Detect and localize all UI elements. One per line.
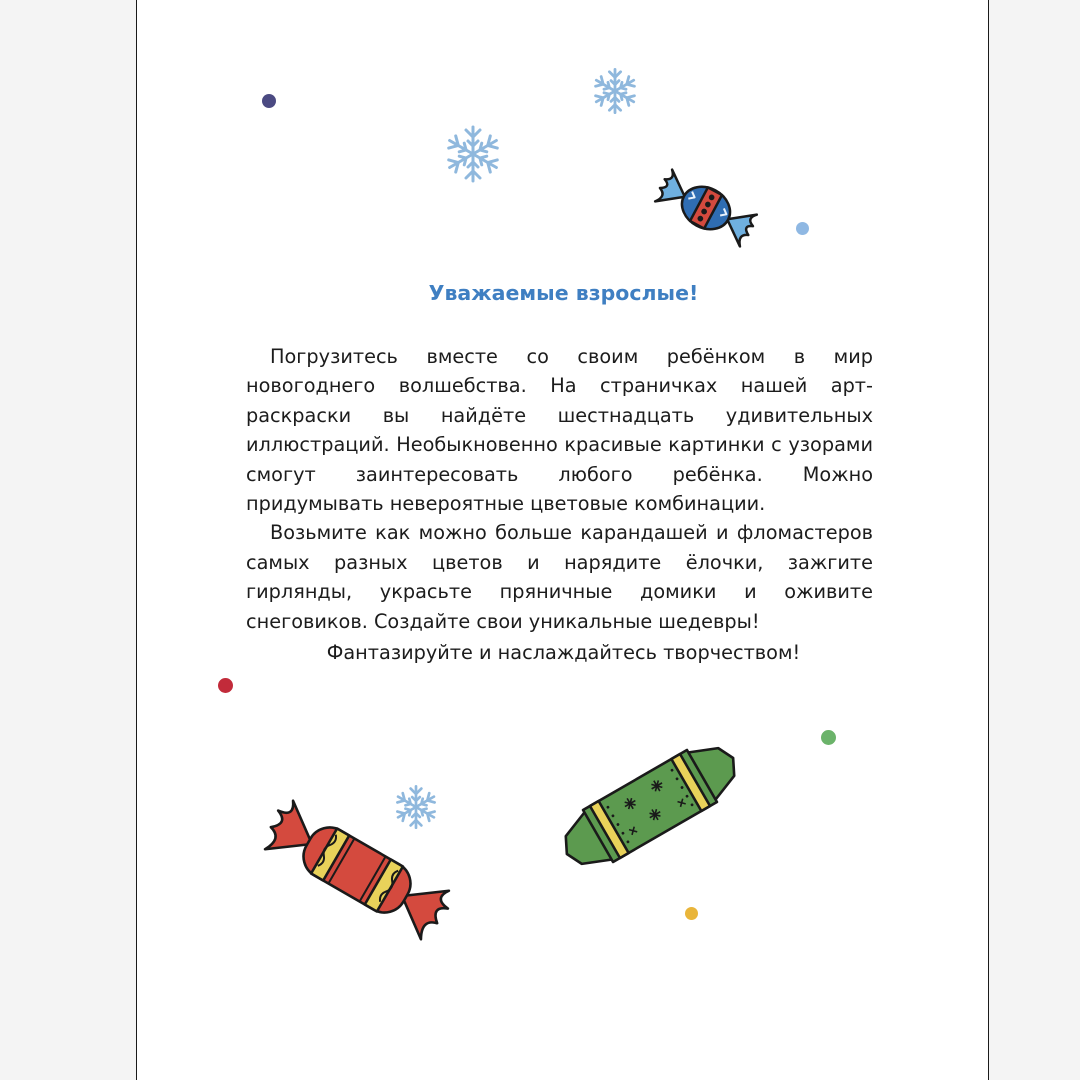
- yellow-dot: [685, 907, 698, 920]
- intro-text: [246, 342, 873, 636]
- snowflake-icon: [591, 67, 639, 115]
- light-blue-dot: [796, 222, 809, 235]
- red-dot: [218, 678, 233, 693]
- green-dot: [821, 730, 836, 745]
- red-candy-icon: [257, 798, 457, 943]
- paragraph: Возьмите как можно больше карандашей и фломастеров самых разных цветов и нарядите ёлочки, зажгите гирлянды, украсьте пряничные домики и оживите снеговиков. Создайте свои уникальные шедевры!: [246, 521, 873, 633]
- blue-candy-icon: [652, 160, 760, 256]
- page-title: Уважаемые взрослые!: [428, 281, 699, 305]
- paragraph: Погрузитесь вместе со своим ребёнком в мир новогоднего волшебства. На страничках нашей арт-раскраски вы найдёте шестнадцать удивительных иллюстраций. Необыкновенно красивые картинки с узорами смогут заинтересовать любого ребёнка. Можно придумывать невероятные цветовые комбинации.: [246, 345, 873, 516]
- green-cracker-candy-icon: [550, 732, 750, 880]
- snowflake-icon: [443, 124, 503, 184]
- closing-line: Фантазируйте и наслаждайтесь творчеством!: [326, 641, 801, 664]
- purple-dot: [262, 94, 276, 108]
- book-page: [136, 0, 989, 1080]
